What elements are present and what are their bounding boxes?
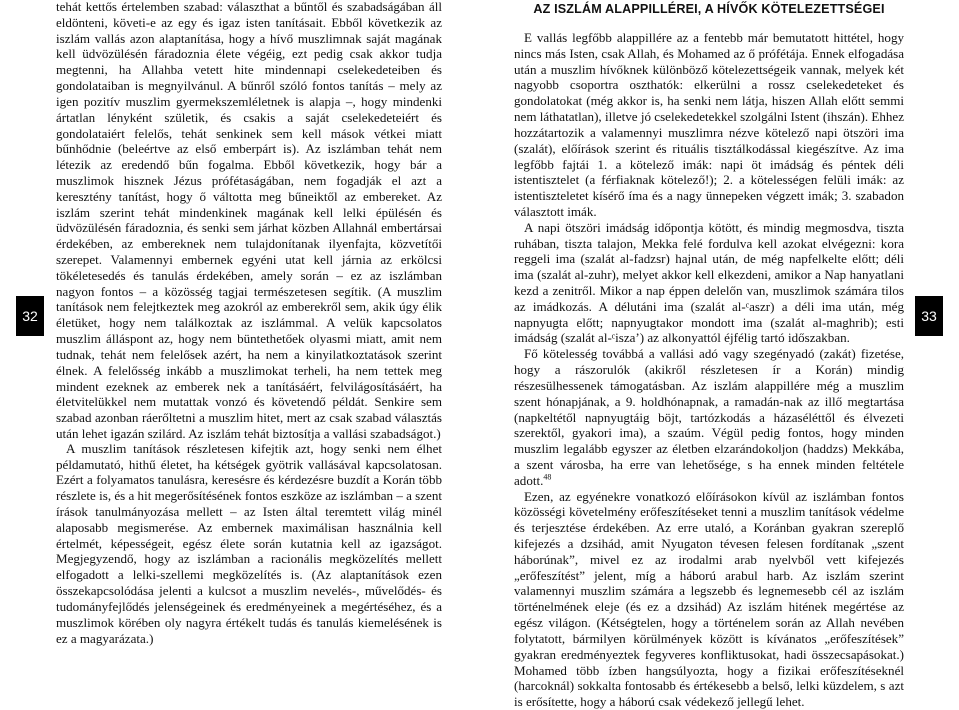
body-paragraph: E vallás legfőbb alappillére az a fentebb már bemutatott hittétel, hogy nincs más Isten, csak Allah, és Mohamed az ő prófétája. Ennek elfogadása után a muszlim hívőknek különböző kötelezettségeik vannak, melyek két nagyobb csoportra oszthatók: elkerülni a rossz cselekedeteket és gondolatokat (még akkor is, ha senki nem látja, hiszen Allah előtt semmi nem láthatatlan), illetve jó cselekedetekkel szolgálni Istent (ihszán). Ehhez hozzátartozik a valamennyi muszlimra nézve kötelező napi ötszöri ima (szalát), előírások szerint és rituális tisztálkodással kiegészítve. Az ima legfőbb fajtái 1. a kötelező imák: napi öt imádság és péntek déli istentisztelet (a férfiaknak kötelező!); 2. a kötelességen felüli imák: az istentiszteletet kísérő íma és a nagy ünnepeken végzett imák; 3. szabadon választott imák. — [514, 30, 904, 219]
page-number-tab-right — [915, 296, 943, 336]
page-number-tab-left — [16, 296, 44, 336]
page-number: 32 — [22, 308, 38, 324]
body-paragraph — [514, 346, 904, 488]
body-paragraph: A napi ötszöri imádság időpontja kötött, és mindig megmosdva, tiszta ruhában, tiszta talajon, Mekka felé fordulva kell azokat elvégezni: korа reggeli ima (szalát al-fadzsr) hajnal után, de még napfelkelte előtt; déli ima (szalát al-zuhr), melyet akkor kell elkezdeni, amikor a Nap hanyatlani kezd a zenitről. Mikor a nap éppen delelőn van, muszlimok számára tilos az imádkozás. A délutáni ima (szalát al-ᶜaszr) a déli ima után, még napnyugta előtt; napnyugtakor mondott ima (szalát al-maghrib); esti imádság (szalát al-ᶜisza’) az alkonyattól éjfélig tartó időszakban. — [514, 219, 904, 346]
paragraph-text: Fő kötelesség továbbá a vallási adó vagy szegényadó (zakát) fizetése, hogy a rászorulók (akikről részletesen ír a Korán) mindig részesülhessenek támogatásban. Az iszlám alappillére még a muszlim szent hónapjának, a 9. holdhónapnak, a ramadán-nak az illő megtartása (napkeltétől napnyugtáig böjt, tartózkodás a házaséléttől és élvezeti szerektől, gyakori ima), a szaúm. Végül pedig fontos, hogy minden muszlim legalább egyszer az életben elzarándokoljon (haddzs) Mekkába, a szent városba, ha erre van lehetősége, s ha ennek minden feltétele adott. — [514, 346, 904, 488]
left-page-column — [56, 0, 442, 646]
page-number: 33 — [921, 308, 937, 324]
section-heading: AZ ISZLÁM ALAPPILLÉREI, A HÍVŐK KÖTELEZETTSÉGEI — [533, 2, 885, 16]
body-paragraph: A muszlim tanítások részletesen kifejtik azt, hogy senki nem élhet példamutató, hithű életet, ha kétségek gyötrik vallásával kapcsolatosan. Ezért a folyamatos tanulásra, keresésre és kérdezésre buzdít a Korán több részlete is, és a hit megerősítésének fontos eszköze az iszlámban – a szent írások tanulmányozása mellett – az Isten által teremtett világ minél alaposabb megismerése. Az embernek maximálisan használnia kell értelmét, képességeit, egész élete során kutatnia kell az igazságot. Megjegyzendő, hogy az iszlámban a racionális megközelítés mellett elfogadott a lelki-szellemi megközelítés is. (Az alaptanítások ezen összekapcsolódása jelenti a kulcsot a muszlim nevelés-, művelődés- és tudományfejlődés jelenségeinek és eredményeinek a megértéséhez, és a muszlimok körében oly nagyra értékelt tudás és tanulás kiemelésének is ez a magyarázata.) — [56, 440, 442, 646]
footnote-mark: 48 — [543, 472, 552, 482]
body-paragraph: Ezen, az egyénekre vonatkozó előírásokon kívül az iszlámban fontos közösségi követelmény erőfeszítéseket tenni a muszlim tanítások védelme és terjesztése érdekében. Az erre utaló, a Koránban gyakran szereplő kifejezés a dzsihád, amit Nyugaton tévesen felesen fordítanak „szent háborúnak”, mivel ez az irodalmi arab nyelvből vett kifejezés „erőfeszítést” jelent, míg a háború arabul harb. Az iszlám szerint valamennyi muszlim számára a legszebb és legnemesebb cél az iszlám történelmének eleje (és ez a dzsihád) Az iszlám hitének megértése az egész világon. (Kétségtelen, hogy a történelem során az Allah nevében folytatott, bármilyen körülmények között is kívánatos „erőfeszítések” gyakran eredményeztek fegyveres konfliktusokat, hadi összecsapásokat.) Mohamed több ízben hangsúlyozta, hogy a fizikai erőfeszítéseknél (harcoknál) sokkalta fontosabb és értékesebb a belső, lelki küzdelem, s azt is erősítette, hogy a háború csak védekező jellegű lehet. — [514, 488, 904, 710]
right-page-column — [514, 0, 904, 710]
body-paragraph: tehát kettős értelemben szabad: választhat a bűntől és szabadságában áll eldönteni, követi-e az egy és igaz isten tanításait. Ebből következik az iszlám vallás azon alaptanítása, hogy a hívő muszlimnak saját magának kell üdvözülésén fáradoznia élete végéig, ezt pedig csak akkor tudja megtenni, ha Allahba vetett hite mindennapi cselekedeteiben és gondolataiban is megnyilvánul. A bűnről szóló fontos tanítás – mely az igen pozitív muszlim gyermekszemléletnek is alapja –, hogy mindenki ártatlan lényként születik, és csakis a saját cselekedeteiért és gondolataiért felelős, tehát senkinek sem kell mások vétkei miatt bűnhődnie (beleértve az első emberpárt is). Az iszlámban tehát nem létezik az eredendő bűn fogalma. Ebből következik, hogy bár a muszlimok hisznek Jézus prófétaságában, nem fogadják el azt a keresztény tanítást, hogy ő váltotta meg bűneiktől az embereket. Az iszlám szerint tehát mindenkinek magának kell lelki épülésén és üdvözülésén fáradoznia, és senki sem járhat közben Allahnál embertársai érdekében, az embereknek nem tulajdonítanak ilyenfajta, közvetítői szerepet. Valamennyi embernek egyéni utat kell járnia az erkölcsi tökéletesedés és tanulás érdekében, amely során – ez az iszlámban nagyon fontos – a közösség tagjai természetesen segítik. (A muszlim tanítások nem felejtkeztek meg azokról az emberekről sem, akik úgy élik életüket, hogy nem találkoztak az iszlámmal. A velük kapcsolatos muszlim álláspont az, hogy nem büntethetőek olyasmi miatt, amit nem tudnak, tehát nem felelősek azért, ha nem a kinyilatkoztatások szerint élnek. A felelősség inkább a muszlimokat terheli, ha nem tettek meg mindent ezeknek az emberek nek a tanításáért, felvilágosításáért, ha életvitelükkel nem mutattak vonzó és követendő példát. Senkire sem szabad azonban ráerőltetni a muszlim hitet, mert az csak szabad választás után lehet igazán szilárd. Az iszlám tehát biztosítja a vallási szabadságot.) — [56, 0, 442, 441]
